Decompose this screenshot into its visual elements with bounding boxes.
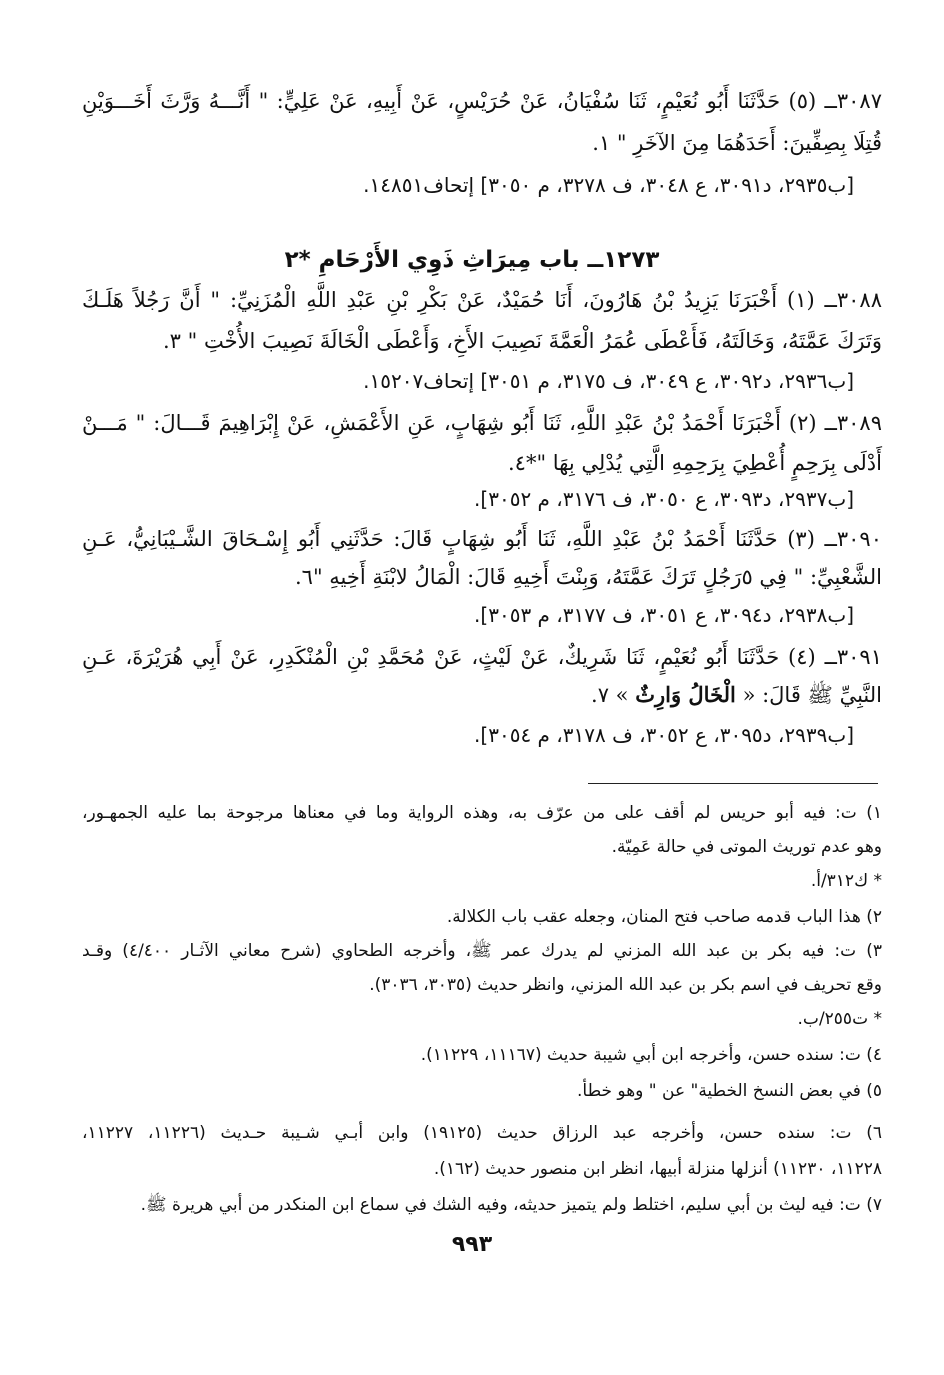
hadith-3089-references: [ب٢٩٣٧، د٣٠٩٣، ع ٣٠٥٠، ف ٣١٧٦، م ٣٠٥٢]. xyxy=(474,487,854,511)
footnote-3-marker: * ت٢٥٥/ب. xyxy=(797,1009,882,1029)
footnote-5: ٥) في بعض النسخ الخطية" عن " وهو خطأ. xyxy=(576,1081,882,1101)
hadith-3091-line-2-suffix: » ٧. xyxy=(591,683,629,707)
hadith-3088-references: [ب٢٩٣٦، د٣٠٩٢، ع ٣٠٤٩، ف ٣١٧٥، م ٣٠٥١] إتحاف١٥٢٠٧. xyxy=(363,369,854,393)
hadith-3090-line-1: ٣٠٩٠ــ (٣) حَدَّثَنَا أَحْمَدُ بْنُ عَبْدِ اللَّهِ، ثَنَا أَبُو شِهَابٍ قَالَ: حَدَّثَنِي أَبُو إِسْـحَاقَ الشَّـيْبَانِيُّ، عَـنِ xyxy=(82,527,882,551)
footnote-1-marker: * ك٣١٢/أ. xyxy=(810,871,882,891)
hadith-3091-line-1: ٣٠٩١ــ (٤) حَدَّثَنَا أَبُو نُعَيْمٍ، ثَنَا شَرِيكٌ، عَنْ لَيْثٍ، عَنْ مُحَمَّدِ بْنِ الْمُنْكَدِرِ، عَنْ أَبِي هُرَيْرَةَ، عَـنِ xyxy=(82,645,882,669)
hadith-3091-references: [ب٢٩٣٩، د٣٠٩٥، ع ٣٠٥٢، ف ٣١٧٨، م ٣٠٥٤]. xyxy=(474,723,854,747)
footnote-6-line-1: ٦) ت: سنده حسن، وأخرجه عبد الرزاق حديث (١٩١٢٥) وابن أبـي شـيبة حـديث (١١٢٢٦، ١١٢٢٧، xyxy=(82,1123,883,1143)
hadith-3091-line-2-prefix: النَّبِيِّ ﷺ قَالَ: « xyxy=(742,683,882,707)
hadith-3087-line-2: قُتِلَا بِصِفِّينَ: أَحَدَهُمَا مِنَ الآخَرِ " ١. xyxy=(592,131,882,155)
footnote-2: ٢) هذا الباب قدمه صاحب فتح المنان، وجعله عقب باب الكلالة. xyxy=(446,907,882,927)
chapter-heading: ١٢٧٣ــ باب مِيرَاثِ ذَوِي الأَرْحَامِ *٢ xyxy=(284,247,660,273)
footnote-3-line-1: ٣) ت: فيه بكر بن عبد الله المزني لم يدرك عمر ﷺ، وأخرجه الطحاوي (شرح معاني الآثـار ٤/٤٠٠) وقـد xyxy=(82,941,882,961)
footnote-4: ٤) ت: سنده حسن، وأخرجه ابن أبي شيبة حديث (١١١٦٧، ١١٢٢٩). xyxy=(420,1045,882,1065)
footnote-separator xyxy=(588,783,878,784)
footnote-7: ٧) ت: فيه ليث بن أبي سليم، اختلط ولم يتميز حديثه، وفيه الشك في سماع ابن المنكدر من أبي هريرة ﷺ. xyxy=(140,1195,882,1215)
footnote-3-line-2: وقع تحريف في اسم بكر بن عبد الله المزني، وانظر حديث (٣٠٣٥، ٣٠٣٦). xyxy=(369,975,882,995)
hadith-3089-line-1: ٣٠٨٩ــ (٢) أَخْبَرَنَا أَحْمَدُ بْنُ عَبْدِ اللَّهِ، ثَنَا أَبُو شِهَابٍ، عَنِ الأَعْمَشِ، عَنْ إِبْرَاهِيمَ قَـــالَ: " مَـــنْ xyxy=(82,411,882,435)
hadith-3090-references: [ب٢٩٣٨، د٣٠٩٤، ع ٣٠٥١، ف ٣١٧٧، م ٣٠٥٣]. xyxy=(474,603,854,627)
footnote-1-line-1: ١) ت: فيه أبو حريس لم أقف على من عرّف به، وهذه الرواية وما في معناها مرجوحة بما عليه الجمهـور، xyxy=(82,803,882,823)
hadith-3091-matn-bold: الْخَالُ وَارِثٌ xyxy=(635,682,736,707)
hadith-3089-line-2: أَدْلَى بِرَحِمٍ أُعْطِيَ بِرَحِمِهِ الَّتِي يُدْلِي بِهَا "*٤. xyxy=(507,451,882,475)
footnote-1-line-2: وهو عدم توريث الموتى في حالة عَمِيّة. xyxy=(611,837,882,857)
hadith-3090-line-2: الشَّعْبِيِّ: " فِي ٥رَجُلٍ تَرَكَ عَمَّتَهُ، وَبِنْتَ أَخِيهِ قَالَ: الْمَالُ لابْنَةِ أَخِيهِ "٦. xyxy=(294,565,882,589)
hadith-3087-references: [ب٢٩٣٥، د٣٠٩١، ع ٣٠٤٨، ف ٣٢٧٨، م ٣٠٥٠] إتحاف١٤٨٥١. xyxy=(363,173,854,197)
hadith-3088-line-1: ٣٠٨٨ــ (١) أَخْبَرَنَا يَزِيدُ بْنُ هَارُونَ، أَنَا حُمَيْدٌ، عَنْ بَكْرِ بْنِ عَبْدِ اللَّهِ الْمُزَنِيِّ: " أَنَّ رَجُلاً هَلَـكَ xyxy=(82,288,882,312)
hadith-3088-line-2: وَتَرَكَ عَمَّتَهُ، وَخَالَتَهُ، فَأَعْطَى عُمَرُ الْعَمَّةَ نَصِيبَ الأَخِ، وَأَعْطَى الْخَالَةَ نَصِيبَ الأُخْتِ " ٣. xyxy=(162,329,882,353)
hadith-3087-line-1: ٣٠٨٧ــ (٥) حَدَّثَنَا أَبُو نُعَيْمٍ، ثَنَا سُفْيَانُ، عَنْ حُرَيْسٍ، عَنْ أَبِيهِ، عَنْ عَلِيٍّ: " أَنَّـــهُ وَرَّثَ أَخَـــوَيْنِ xyxy=(82,89,882,113)
page-number: ٩٩٣ xyxy=(451,1232,493,1257)
footnote-6-line-2: ١١٢٢٨، ١١٢٣٠) أنزلها منزلة أبيها، انظر ابن منصور حديث (١٦٢). xyxy=(433,1159,882,1179)
hadith-3091-line-2 xyxy=(82,680,882,710)
